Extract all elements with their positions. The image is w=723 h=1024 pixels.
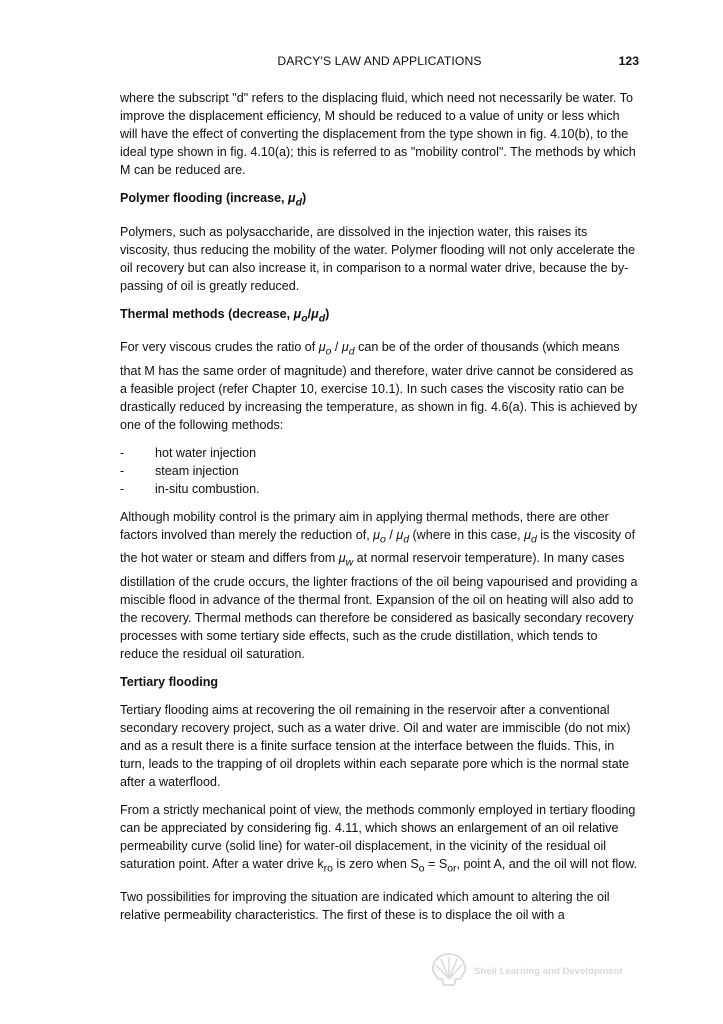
publisher-name: Shell Learning and Development [474, 966, 623, 977]
mu-symbol: μ [288, 191, 296, 205]
list-item: - hot water injection [120, 445, 257, 460]
page-footer [430, 952, 645, 990]
thermal-paragraph-2: Although mobility control is the primary aim in applying thermal methods, there are other factors involved than merely the reduction of, $\mu_o / \mu_d$ (where in this case, $\mu_d$ is the viscosity of the hot water or steam and differs from $\mu_w$ at normal reservoir temperature). In many cases distillation of the crude occurs, the lighter fractions of the oil being vapourised and providing a miscible flood in advance of the thermal front. Expansion of the oil on heating will also add to the recovery. Thermal methods can therefore be considered as basically secondary recovery processes with some tertiary side effects, such as the crude distillation, which tends to reduce the residual oil saturation. [120, 509, 638, 661]
shell-logo-icon [430, 952, 468, 988]
tertiary-flooding-heading: Tertiary flooding [120, 674, 219, 689]
tertiary-paragraph-1: Tertiary flooding aims at recovering the oil remaining in the reservoir after a conventional secondary recovery project, such as a water drive. Oil and water are immiscible (do not mix) and as a result there is a finite surface tension at the interface between the fluids. This, in turn, leads to the trapping of oil droplets within each separate pore which is the normal state after a waterflood. [120, 702, 631, 789]
page-number: 123 [618, 54, 639, 68]
polymer-paragraph: Polymers, such as polysaccharide, are dissolved in the injection water, this raises its viscosity, thus reducing the mobility of the water. Polymer flooding will not only accelerate the oil recovery but can also increase it, in comparison to a normal water drive, because the by-passing of oil is greatly reduced. [120, 224, 636, 293]
list-item: - steam injection [120, 463, 239, 478]
running-title: DARCY'S LAW AND APPLICATIONS [277, 54, 482, 68]
intro-paragraph: where the subscript "d" refers to the displacing fluid, which need not necessarily be water. To improve the displacement efficiency, M should be reduced to a value of unity or less which will have the effect of converting the displacement from the type shown in fig. 4.10(b), to the ideal type shown in fig. 4.10(a); this is referred to as "mobility control". The methods by which M can be reduced are. [120, 91, 636, 177]
thermal-paragraph-1: For very viscous crudes the ratio of $\mu_o / \mu_d$ can be of the order of thousands (which means that M has the same order of magnitude) and therefore, water drive cannot be considered as a feasible project (refer Chapter 10, exercise 10.1). In such cases the viscosity ratio can be drastically reduced by increasing the temperature, as shown in fig. 4.6(a). This is achieved by one of the following methods: [120, 340, 638, 432]
page-body [120, 89, 639, 924]
list-item: - in-situ combustion. [120, 481, 260, 496]
page-header [120, 54, 639, 72]
thermal-methods-list [120, 444, 639, 498]
mu-symbol: μ [311, 306, 319, 321]
tertiary-paragraph-3: Two possibilities for improving the situation are indicated which amount to altering the oil relative permeability characteristics. The first of these is to displace the oil with a [120, 890, 610, 922]
polymer-flooding-heading: Polymer flooding (increase, $\mu_d$) [120, 191, 307, 209]
mu-symbol: μ [293, 306, 302, 321]
tertiary-paragraph-2: From a strictly mechanical point of view, the methods commonly employed in tertiary flooding can be appreciated by considering fig. 4.11, which shows an enlargement of an oil relative permeability curve (solid line) for water-oil displacement, in the vicinity of the residual oil saturation point. After a water drive $k_{ro}$ is zero when $S_o = S_{or}$, point A, and the oil will not flow. [120, 802, 638, 874]
thermal-methods-heading: Thermal methods (decrease, $\mu_o/\mu_d$) [120, 306, 330, 324]
